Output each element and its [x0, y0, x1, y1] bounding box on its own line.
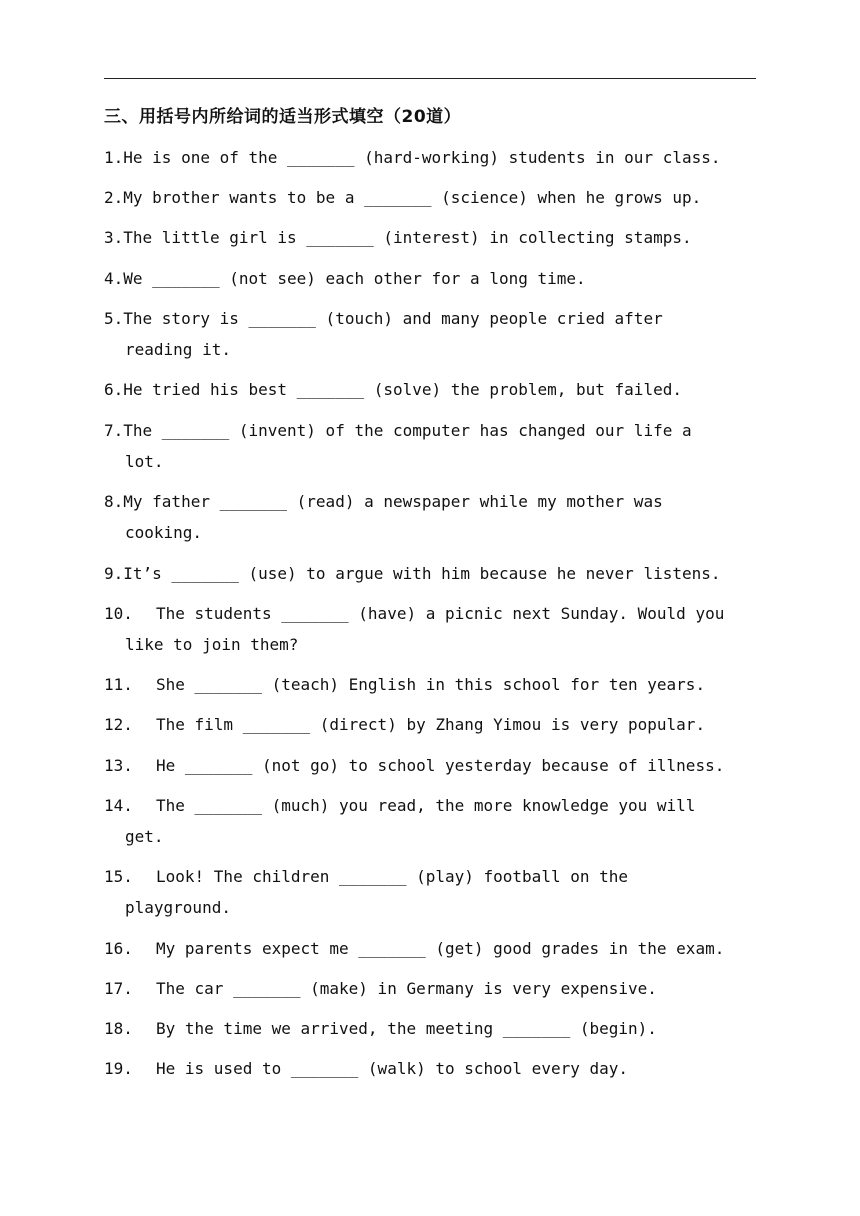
question-continuation: reading it. [125, 340, 231, 359]
question-number: 11. [104, 675, 133, 694]
q11 [104, 669, 764, 700]
q5 [104, 303, 764, 365]
q8 [104, 486, 764, 548]
question-number: 13. [104, 756, 133, 775]
q19 [104, 1053, 764, 1084]
question-number: 8. [104, 492, 124, 511]
question-number: 5. [104, 309, 124, 328]
question-text: She _______ (teach) English in this school for ten years. [156, 675, 706, 694]
question-number: 10. [104, 604, 133, 623]
question-text: The _______ (invent) of the computer has changed our life a [123, 421, 692, 440]
q2 [104, 182, 764, 213]
question-number: 3. [104, 228, 124, 247]
question-number: 15. [104, 867, 133, 886]
q12 [104, 709, 764, 740]
question-text: It’s _______ (use) to argue with him because he never listens. [123, 564, 721, 583]
question-number: 4. [104, 269, 124, 288]
question-number: 14. [104, 796, 133, 815]
question-number: 7. [104, 421, 124, 440]
q15 [104, 861, 764, 923]
question-number: 19. [104, 1059, 133, 1078]
q14 [104, 790, 764, 852]
q6 [104, 374, 764, 405]
q7 [104, 415, 764, 477]
question-number: 17. [104, 979, 133, 998]
question-text: The story is _______ (touch) and many people cried after [123, 309, 663, 328]
question-text: The _______ (much) you read, the more knowledge you will [156, 796, 696, 815]
question-number: 12. [104, 715, 133, 734]
question-text: Look! The children _______ (play) football on the [156, 867, 629, 886]
q9 [104, 558, 764, 589]
question-text: The film _______ (direct) by Zhang Yimou is very popular. [156, 715, 706, 734]
question-text: The students _______ (have) a picnic next Sunday. Would you [156, 604, 725, 623]
q4 [104, 263, 764, 294]
question-text: The little girl is _______ (interest) in collecting stamps. [123, 228, 692, 247]
question-number: 6. [104, 380, 124, 399]
question-text: The car _______ (make) in Germany is very expensive. [156, 979, 657, 998]
section-title: 三、用括号内所给词的适当形式填空（20道） [104, 107, 462, 127]
header-rule [104, 78, 756, 79]
question-text: My parents expect me _______ (get) good grades in the exam. [156, 939, 725, 958]
question-number: 2. [104, 188, 124, 207]
q1 [104, 142, 764, 173]
question-text: My brother wants to be a _______ (science) when he grows up. [123, 188, 702, 207]
q17 [104, 973, 764, 1004]
q13 [104, 750, 764, 781]
question-continuation: playground. [125, 898, 231, 917]
question-number: 9. [104, 564, 124, 583]
question-text: My father _______ (read) a newspaper while my mother was [123, 492, 663, 511]
question-continuation: cooking. [125, 523, 203, 542]
question-number: 1. [104, 148, 124, 167]
question-text: By the time we arrived, the meeting _______ (begin). [156, 1019, 657, 1038]
question-text: We _______ (not see) each other for a long time. [123, 269, 586, 288]
q18 [104, 1013, 764, 1044]
question-continuation: lot. [125, 452, 164, 471]
q10 [104, 598, 764, 660]
question-text: He tried his best _______ (solve) the problem, but failed. [123, 380, 682, 399]
question-text: He _______ (not go) to school yesterday because of illness. [156, 756, 725, 775]
question-continuation: like to join them? [125, 635, 299, 654]
question-text: He is used to _______ (walk) to school every day. [156, 1059, 629, 1078]
question-number: 18. [104, 1019, 133, 1038]
question-number: 16. [104, 939, 133, 958]
question-text: He is one of the _______ (hard-working) students in our class. [123, 148, 721, 167]
q3 [104, 222, 764, 253]
q16 [104, 933, 764, 964]
question-continuation: get. [125, 827, 164, 846]
